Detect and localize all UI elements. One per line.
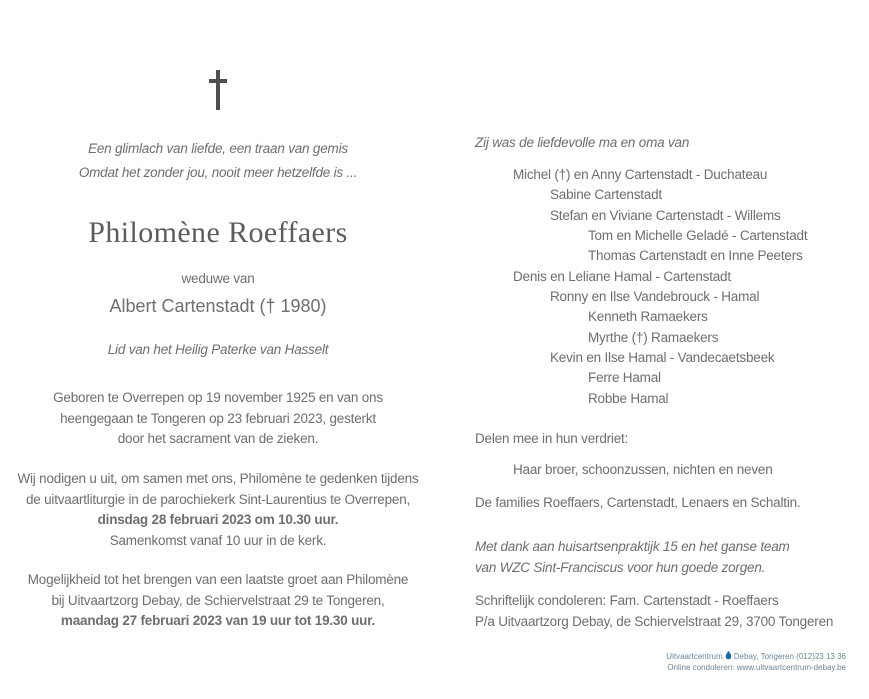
- sorrow-header: Delen mee in hun verdriet:: [475, 431, 629, 446]
- family-member: Myrthe (†) Ramaekers: [588, 329, 719, 345]
- cross-icon: [207, 70, 229, 110]
- online-condolence-line: Online condoleren: www.uitvaartcentrum-debay.be: [667, 662, 846, 672]
- deceased-name: Philomène Roeffaers: [88, 216, 348, 249]
- families-line: De families Roeffaers, Cartenstadt, Lenaers en Schaltin.: [475, 495, 801, 510]
- family-member: Robbe Hamal: [588, 390, 669, 406]
- cross-icon-horizontal-bar: [209, 79, 227, 83]
- invitation-line: Samenkomst vanaf 10 uur in de kerk.: [109, 532, 327, 548]
- flame-drop-icon: [725, 651, 732, 660]
- condolence-line: Schriftelijk condoleren: Fam. Cartenstadt - Roeffaers: [475, 593, 779, 608]
- cross-icon-vertical-bar: [216, 70, 220, 110]
- funeral-home-footer: [666, 651, 846, 673]
- funeral-home-contact-line: [666, 651, 846, 663]
- life-dates-paragraph: [0, 388, 436, 450]
- family-member: Thomas Cartenstadt en Inne Peeters: [588, 248, 803, 264]
- farewell-line: Mogelijkheid tot het brengen van een laatste groet aan Philomène: [27, 572, 409, 587]
- life-dates-line: heengegaan te Tongeren op 23 februari 2023, gesterkt: [60, 410, 376, 426]
- right-column: [475, 0, 865, 699]
- life-dates-line: door het sacrament van de zieken.: [117, 431, 319, 446]
- family-member: Michel (†) en Anny Cartenstadt - Duchateau: [513, 167, 768, 182]
- family-member: Ferre Hamal: [588, 370, 661, 386]
- family-list-header: Zij was de liefdevolle ma en oma van: [475, 135, 690, 150]
- verse-line: Omdat het zonder jou, nooit meer hetzelfde is ...: [78, 165, 358, 180]
- condolence-address-paragraph: [475, 590, 833, 632]
- thanks-line: Met dank aan huisartsenpraktijk 15 en het ganse team: [475, 539, 790, 554]
- family-member: Stefan en Viviane Cartenstadt - Willems: [550, 207, 781, 223]
- opening-verse: [0, 137, 436, 185]
- verse-line: Een glimlach van liefde, een traan van gemis: [88, 141, 348, 156]
- invitation-line: de uitvaartliturgie in de parochiekerk Sint-Laurentius te Overrepen,: [25, 491, 411, 507]
- funeral-date-line: dinsdag 28 februari 2023 om 10.30 uur.: [97, 512, 339, 527]
- farewell-line: bij Uitvaartzorg Debay, de Schiervelstraat 29 te Tongeren,: [51, 592, 385, 608]
- relation-label: weduwe van: [181, 271, 255, 286]
- family-member: Ronny en Ilse Vandebrouck - Hamal: [550, 289, 760, 305]
- funeral-home-name-prefix: Uitvaartcentrum: [666, 652, 723, 661]
- thanks-paragraph: [475, 537, 790, 578]
- family-member: Denis en Leliane Hamal - Cartenstadt: [513, 268, 731, 284]
- thanks-line: van WZC Sint-Franciscus voor hun goede zorgen.: [475, 559, 766, 575]
- sorrow-relatives-line: Haar broer, schoonzussen, nichten en neven: [513, 462, 773, 477]
- life-dates-line: Geboren te Overrepen op 19 november 1925 en van ons: [53, 390, 383, 405]
- family-member: Kevin en Ilse Hamal - Vandecaetsbeek: [550, 350, 775, 366]
- funeral-home-contact-text: Debay, Tongeren (012)23 13 36: [733, 652, 846, 661]
- invitation-line: Wij nodigen u uit, om samen met ons, Philomène te gedenken tijdens: [17, 471, 419, 486]
- family-member: Tom en Michelle Geladé - Cartenstadt: [588, 228, 808, 244]
- spouse-name: Albert Cartenstadt († 1980): [109, 296, 327, 316]
- last-farewell-paragraph: [0, 570, 436, 632]
- funeral-invitation-paragraph: [0, 469, 436, 551]
- family-member: Sabine Cartenstadt: [550, 187, 662, 203]
- family-member: Kenneth Ramaekers: [588, 309, 708, 325]
- membership-note: Lid van het Heilig Paterke van Hasselt: [107, 342, 329, 357]
- condolence-line: P/a Uitvaartzorg Debay, de Schiervelstraat 29, 3700 Tongeren: [475, 614, 834, 629]
- family-list: [475, 165, 807, 409]
- viewing-date-line: maandag 27 februari 2023 van 19 uur tot 19.30 uur.: [60, 613, 376, 628]
